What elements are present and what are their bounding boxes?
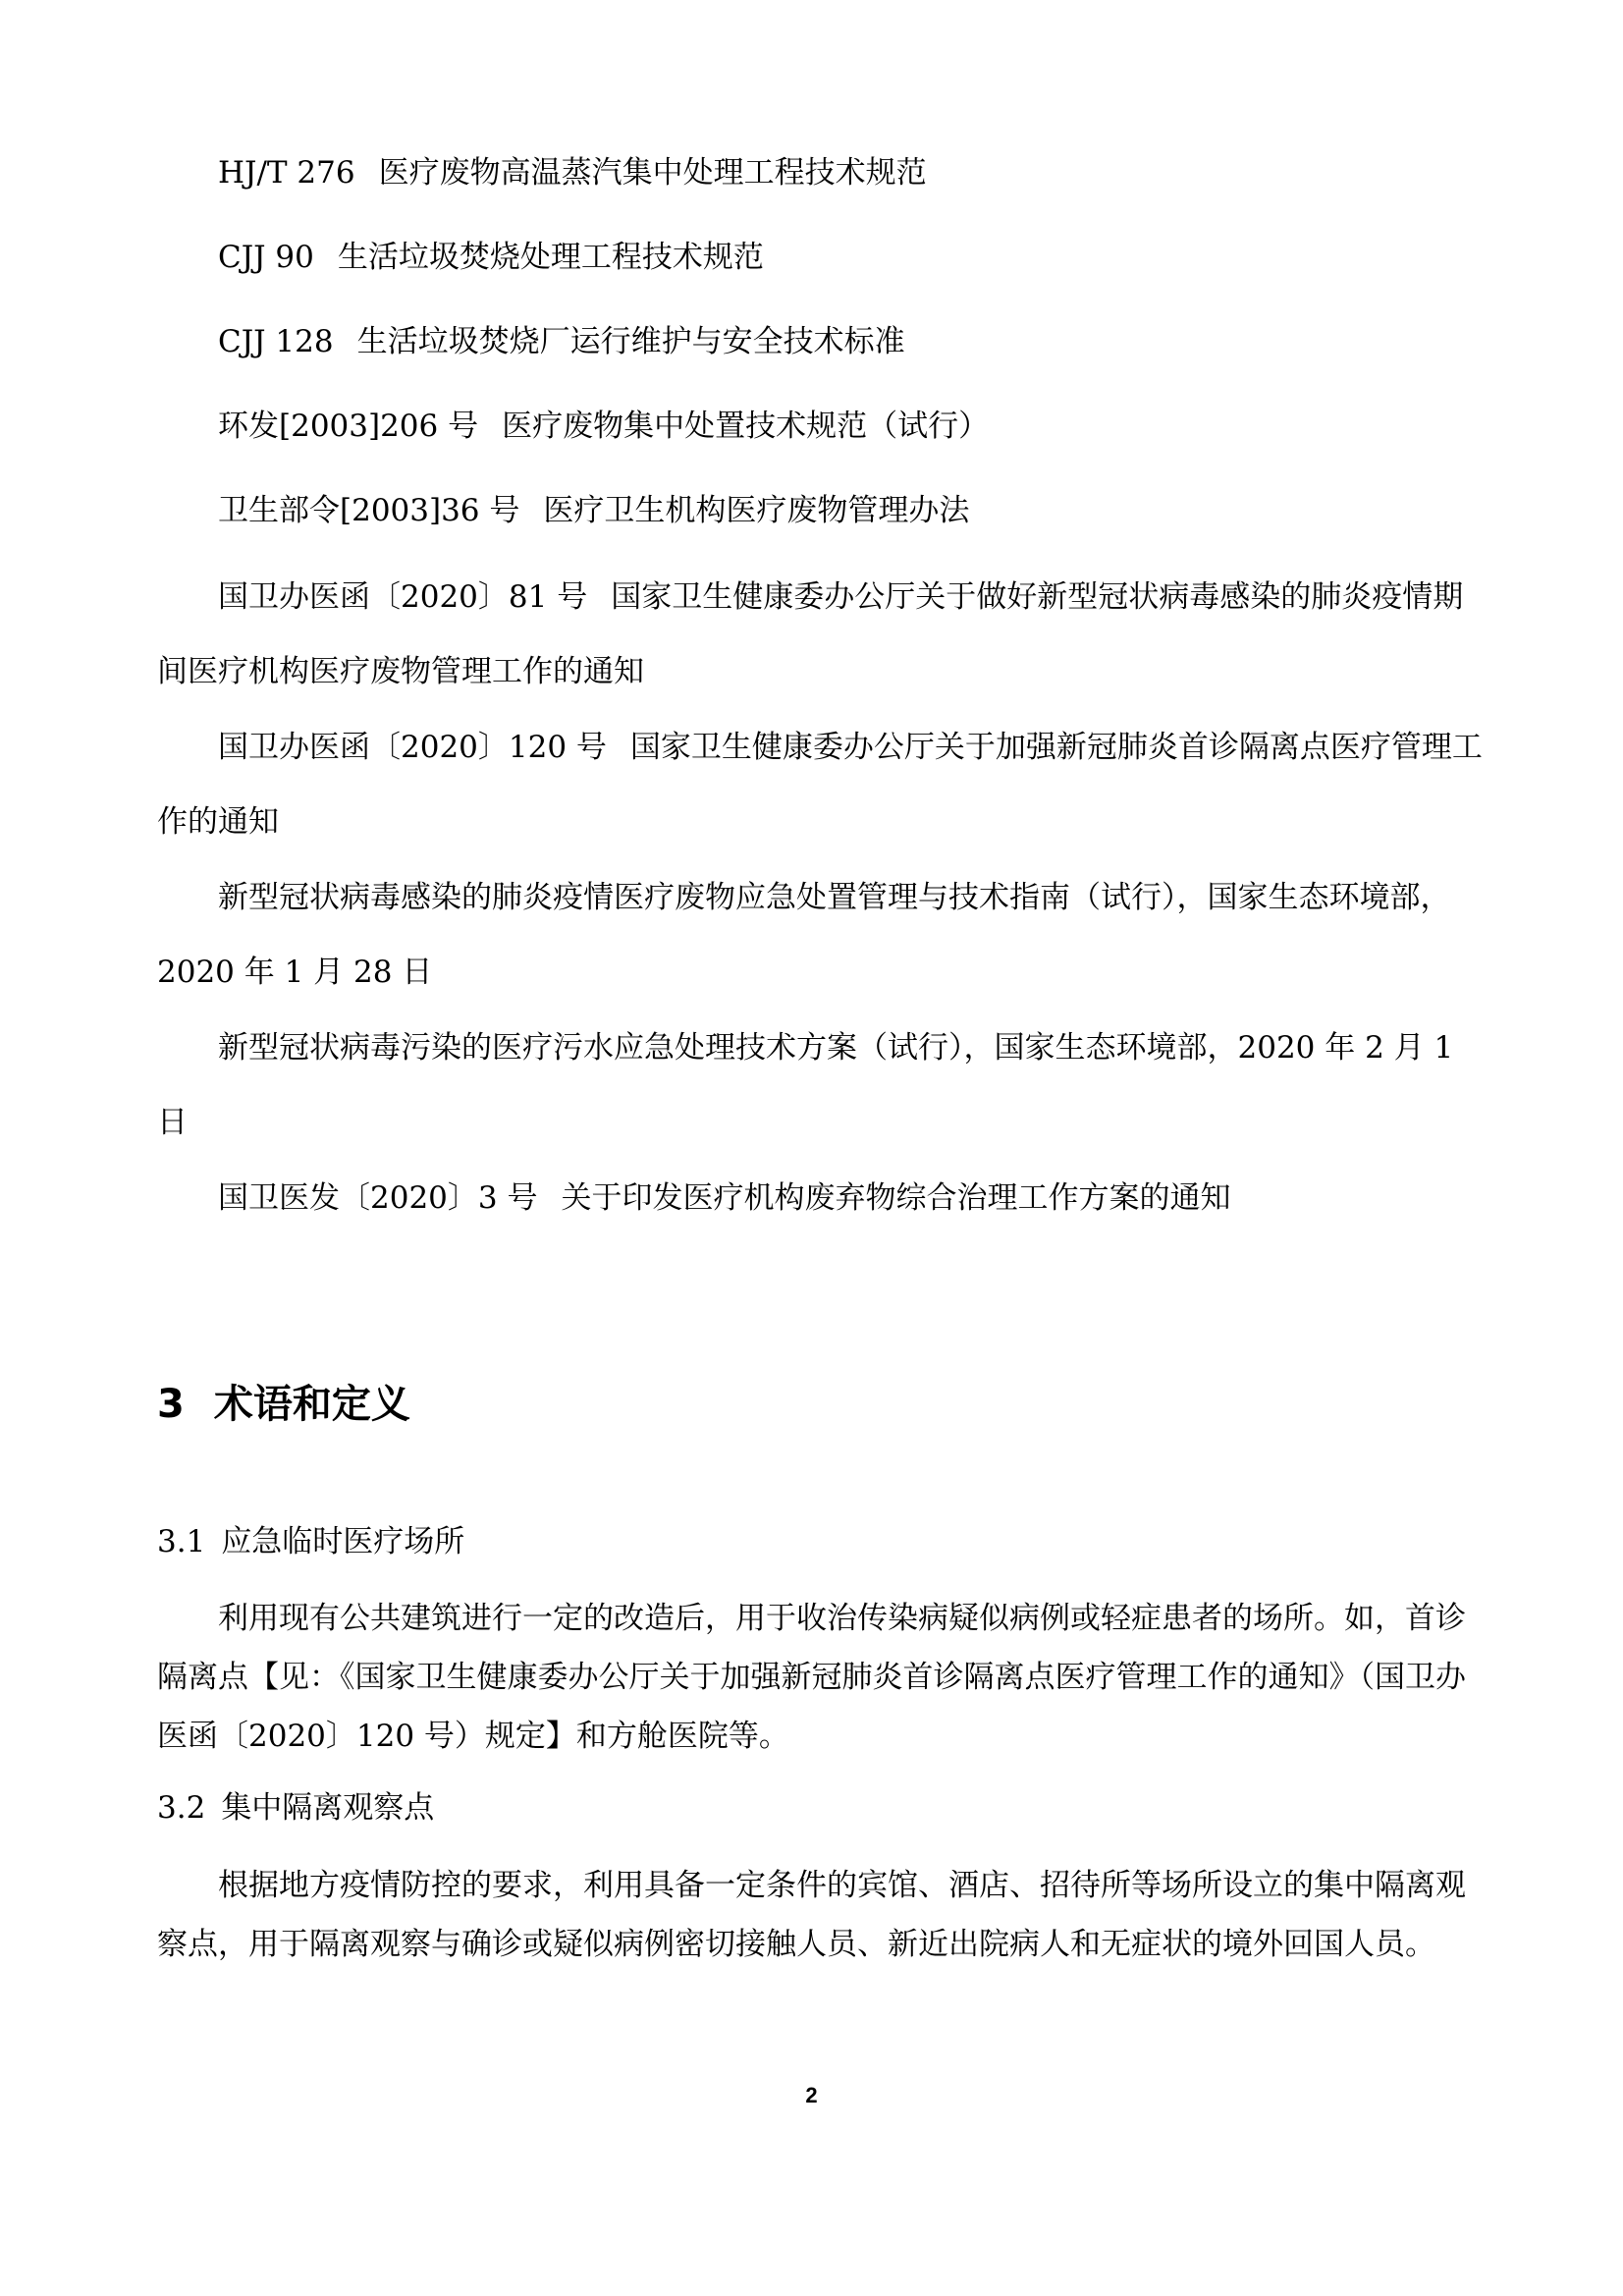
term-definition: 根据地方疫情防控的要求，利用具备一定条件的宾馆、酒店、招待所等场所设立的集中隔离观察点，用于隔离观察与确诊或疑似病例密切接触人员、新近出院病人和无症状的境外回国人员。 [157,1868,1466,1962]
reference-title: 新型冠状病毒感染的肺炎疫情医疗废物应急处置管理与技术指南（试行），国家生态环境部，2020 年 1 月 28 日 [157,880,1451,990]
term-name: 应急临时医疗场所 [221,1524,465,1559]
reference-title: 医疗废物高温蒸汽集中处理工程技术规范 [378,155,927,191]
reference-code: HJ/T 276 [218,155,355,191]
reference-item [157,560,1488,709]
reference-title: 关于印发医疗机构废弃物综合治理工作方案的通知 [561,1180,1231,1216]
reference-item [157,389,1488,464]
reference-code: CJJ 128 [218,324,334,359]
reference-item [157,304,1488,379]
section-heading [157,1375,410,1434]
reference-code: CJJ 90 [218,240,314,275]
reference-item [157,473,1488,548]
reference-title: 国家卫生健康委办公厅关于做好新型冠状病毒感染的肺炎疫情期间医疗机构医疗废物管理工作的通知 [157,579,1464,689]
term-number: 3.2 [157,1790,206,1826]
reference-item [157,860,1488,1010]
term-heading [157,1778,434,1837]
reference-item [157,136,1488,210]
section-title: 术语和定义 [213,1382,410,1427]
reference-title: 新型冠状病毒污染的医疗污水应急处理技术方案（试行），国家生态环境部，2020 年 2 月 1 日 [157,1030,1454,1140]
reference-item [157,220,1488,295]
page-number: 2 [805,2083,818,2107]
reference-code: 环发[2003]206 号 [218,409,479,444]
reference-code: 国卫医发〔2020〕3 号 [218,1180,538,1216]
reference-item [157,710,1488,859]
reference-item [157,1161,1488,1235]
reference-title: 生活垃圾焚烧处理工程技术规范 [337,240,764,275]
reference-code: 卫生部令[2003]36 号 [218,493,520,528]
term-number: 3.1 [157,1524,206,1559]
term-heading [157,1512,464,1571]
reference-code: 国卫办医函〔2020〕81 号 [218,579,588,615]
term-definition: 利用现有公共建筑进行一定的改造后，用于收治传染病疑似病例或轻症患者的场所。如，首诊隔离点【见：《国家卫生健康委办公厅关于加强新冠肺炎首诊隔离点医疗管理工作的通知》（国卫办医函〔2020〕120 号）规定】和方舱医院等。 [157,1601,1466,1754]
reference-title: 医疗卫生机构医疗废物管理办法 [543,493,970,528]
reference-code: 国卫办医函〔2020〕120 号 [218,730,607,765]
section-number: 3 [157,1382,185,1427]
reference-title: 生活垃圾焚烧厂运行维护与安全技术标准 [356,324,905,359]
reference-title: 国家卫生健康委办公厅关于加强新冠肺炎首诊隔离点医疗管理工作的通知 [157,730,1483,840]
reference-title: 医疗废物集中处置技术规范（试行） [502,409,990,444]
reference-item [157,1011,1488,1160]
term-name: 集中隔离观察点 [221,1790,435,1826]
